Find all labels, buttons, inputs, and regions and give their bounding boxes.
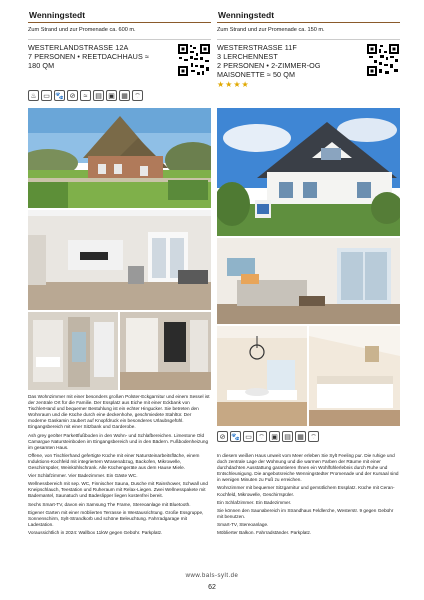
tv-icon: ▭ [41,90,52,101]
listing-info [217,43,400,101]
listing-address-info: WESTERLANDSTRASSE 12A 7 PERSONEN • REETDACHHAUS ≈ 180 QM [28,43,149,70]
photo-dining [217,326,307,426]
page-number: 62 [208,584,216,591]
listing-title: Wenningstedt [28,8,211,23]
sauna-icon: ♨ [28,90,39,101]
tv-icon: ▭ [243,431,254,442]
no-smoking-icon: ⊘ [217,431,228,442]
pool-icon: ≈ [80,90,91,101]
listing-right-description: In diesem weißen Haus unweit vom Meer erleben Sie Sylt Feeling pur. Die ruhige und doch zentrale Lage der Wohnung und die warmen Farben der Räume mit einer durchdachten Ausstattung garantieren Ihnen ein Wohlfühlerlebnis durch Ruhe und Entschleunigung. Die angebotsreiche Wenningstedter Promenade und der Kursaal sind in wenigen Minuten zu Fuß zu erreichen. Wohnzimmer mit bequemer Sitzgarnitur und gemütlichem Essplatz. Küche mit Ceran-Kochfeld, Mikrowelle, Geschirrspüler. Ein Schlafzimmer. Ein Badezimmer. Sie können den Saunabereich im Strandhaus Feldlerche, Westerstr. 9 gegen Gebühr mit benutzen. Smart-TV, Stereoanlage. Möblierter Balkon. Fahrradständer. Parkplatz. [217,453,399,536]
photo-living-room [217,238,400,324]
qr-code-icon [177,43,211,77]
photo-bathroom [28,312,118,390]
info-icon: ▦ [119,90,130,101]
listing-distance: Zum Strand und zur Promenade ca. 600 m. [28,27,136,33]
info-icon: ▦ [295,431,306,442]
photo-bedroom [309,326,400,426]
footer-url[interactable]: www.bals-sylt.de [185,573,239,579]
listing-address-info: WESTERSTRASSE 11F 3 LERCHENNEST 2 PERSONEN • 2-ZIMMER-OG MAISONETTE ≈ 50 QM ★★★★ [217,43,357,89]
no-smoking-icon: ⊘ [67,90,78,101]
listing-left-description: Das Wohnzimmer mit einer besonders großen Polster-Eckgarnitur und einem Sessel ist der zentrale Ort für die Familie. Der Essplatz aus Eiche mit einer Eckbank von TischlerHand und bequemer Bestuhlung ist ein echter Hingucker. Sie betreten den Wohnraum und die Küche durch eine deckenhohe, geschmiedete Stahltür. Der moderne Gaskamin zaubert auf Knopfdruck ein besonderes Urlaubsgefühl. Eingangsbereich mit einer Sitzbank und Garderobe. Ash grey geölter Parkettfußboden in den Wohn- und Schlafbereichen. Limestone Old Camargue Natursteinboden im Eingangsbereich und in den Bädern. Fußbodenheizung im gesamten Haus. Offene, von Tischlerhand gefertigte Küche mit einer Natursteinarbeitsfläche, einem Induktions-Kochfeld mit integriertem Wrasenabzug, Backofen, Mikrowelle, Geschirrspüler, Weinkühlschrank. Alle Küchengeräte aus dem Hause Miele. Vier Schlafzimmer. Vier Badezimmer. Ein Gäste WC. Wellnessbereich mit sep. WC, Finnischer Sauna, Dusche mit Rainshower, Schwall und Kneipschlauch, Teestation und Ruheraum mit Relax-Liegen. Zwei Wellnesspakete mit Bademantel, Saunatuch und Badeslipper liegen kostenfrei bereit. Sechs Smart-TV, davon ein Samsung The Frame, Stereoanlage mit Bluetooth. Eigener Garten mit einer möblierten Terrasse in Westausrichtung. Große Essgruppe, Sonnenschirm, Sylt-Strandkorb und schöne Beleuchtung. Fahrradgarage mit Ladestation. Voraussichtlich in 2024: Wallbox 11kW gegen Gebühr. Parkplatz. [28,394,210,535]
wifi-icon: ⌔ [132,90,143,101]
wifi-icon: ⌔ [308,431,319,442]
amenity-icons [217,431,319,442]
parking-icon: ▤ [93,90,104,101]
listing-distance: Zum Strand und zur Promenade ca. 150 m. [217,27,325,33]
listing-title: Wenningstedt [217,8,400,23]
listing-info [28,43,211,101]
rating-stars-icon: ★★★★ [217,80,250,89]
photo-hallway [120,312,211,390]
photo-living-kitchen [28,210,211,310]
photo-thatched-house [28,108,211,208]
photo-white-house [217,108,400,236]
listing-left [28,8,211,101]
bed-icon: ▣ [269,431,280,442]
bed-icon: ▣ [106,90,117,101]
parking-icon: ▤ [282,431,293,442]
listing-right [217,8,400,101]
dog-icon: 🐾 [230,431,241,442]
wifi-icon: ⌔ [256,431,267,442]
qr-code-icon [366,43,400,77]
amenity-icons [28,90,143,101]
dog-icon: 🐾 [54,90,65,101]
